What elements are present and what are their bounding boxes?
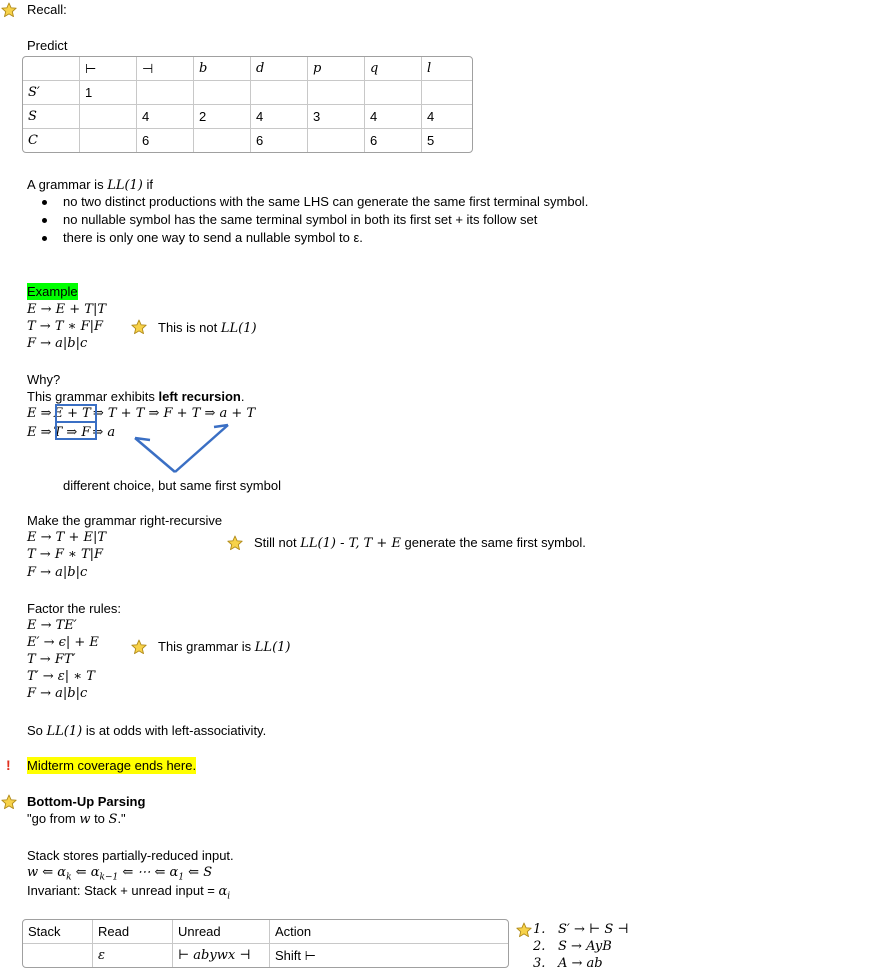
ll1-intro: A grammar is LL(1) if <box>27 177 153 193</box>
star-icon <box>1 2 17 18</box>
odds-line: So LL(1) is at odds with left-associativity. <box>27 723 267 739</box>
list-item: no two distinct productions with the same LHS can generate the same first terminal symbol. <box>27 193 588 211</box>
table-cell <box>422 81 472 105</box>
grammar-line: T → T ∗ F|F <box>27 319 104 334</box>
grammar-line: T → FT′ <box>27 652 76 667</box>
star-icon <box>516 922 532 938</box>
table-header: Stack <box>23 920 93 944</box>
table-cell: q <box>365 57 422 81</box>
table-cell: 1 <box>80 81 137 105</box>
table-cell: C <box>23 129 80 152</box>
star-icon <box>131 639 147 655</box>
why-label: Why? <box>27 372 61 387</box>
star-icon <box>131 319 147 335</box>
table-header: Unread <box>173 920 270 944</box>
table-cell <box>251 81 308 105</box>
table-cell: ⊣ <box>137 57 194 81</box>
bottom-up-heading: Bottom-Up Parsing <box>27 794 146 809</box>
table-cell: Shift ⊢ <box>275 947 316 963</box>
invariant-line: Invariant: Stack + unread input = $\alpha_i$ <box>27 883 231 902</box>
example-label: Example <box>27 284 78 299</box>
table-cell: 3 <box>308 105 365 129</box>
right-recursive-label: Make the grammar right-recursive <box>27 513 223 528</box>
grammar-line: F → a|b|c <box>27 565 88 580</box>
grammar-rule-item: 3. A → ab <box>533 956 603 971</box>
table-cell <box>308 81 365 105</box>
annotation-text: different choice, but same first symbol <box>63 478 281 493</box>
table-row <box>23 920 508 944</box>
recall-heading: Recall: <box>27 2 67 17</box>
star-icon <box>227 535 243 551</box>
parse-trace-table <box>22 919 509 968</box>
ll1-conditions-list <box>27 193 588 247</box>
table-cell: ⊢ <box>80 57 137 81</box>
table-cell <box>23 57 80 81</box>
table-cell: 4 <box>422 105 472 129</box>
exclamation-icon: ! <box>6 757 11 773</box>
list-item: no nullable symbol has the same terminal symbol in both its first set + its follow set <box>27 211 588 229</box>
grammar-line: E → TE′ <box>27 618 77 633</box>
grammar-rule-item: 1. S′ → ⊢ S ⊣ <box>533 922 629 937</box>
stack-line: Stack stores partially-reduced input. <box>27 848 234 863</box>
table-cell <box>194 81 251 105</box>
example-note: This is not LL(1) <box>158 320 257 336</box>
table-cell: 2 <box>194 105 251 129</box>
highlight-box-divider <box>55 421 97 423</box>
right-recursive-note: Still not LL(1) - T, T + E generate the same first symbol. <box>254 535 586 551</box>
derivation-chain: w ⇐ $\alpha_k$ ⇐ $\alpha_{k-1}$ ⇐ ⋯ ⇐ $\alpha_1$ ⇐ S <box>27 865 213 883</box>
table-cell: b <box>194 57 251 81</box>
table-header: Action <box>270 920 508 944</box>
left-recursion-line: This grammar exhibits left recursion. <box>27 389 245 404</box>
table-cell: 4 <box>251 105 308 129</box>
bottom-up-subtitle: "go from w to S." <box>27 811 126 827</box>
table-cell: S <box>23 105 80 129</box>
table-cell: 4 <box>365 105 422 129</box>
grammar-line: T → F ∗ T|F <box>27 547 104 562</box>
predict-table <box>22 56 473 153</box>
table-cell: 6 <box>365 129 422 152</box>
grammar-rule-item: 2. S → AyB <box>533 939 612 954</box>
arrow-annotation <box>120 418 240 478</box>
table-cell: l <box>422 57 472 81</box>
table-cell: 6 <box>137 129 194 152</box>
table-row <box>23 944 508 967</box>
midterm-note: Midterm coverage ends here. <box>27 758 197 773</box>
grammar-line: E′ → ϵ| + E <box>27 635 99 650</box>
table-cell <box>80 129 137 152</box>
derivation-line-2: E ⇒ T ⇒ F ⇒ a <box>27 425 116 440</box>
table-cell <box>194 129 251 152</box>
table-cell <box>137 81 194 105</box>
table-row <box>23 57 472 81</box>
predict-label: Predict <box>27 38 68 53</box>
factor-note: This grammar is LL(1) <box>158 639 291 655</box>
table-cell <box>308 129 365 152</box>
grammar-line: F → a|b|c <box>27 686 88 701</box>
table-cell: ε <box>93 944 173 967</box>
factor-label: Factor the rules: <box>27 601 121 616</box>
table-cell <box>365 81 422 105</box>
table-row <box>23 81 472 105</box>
list-item: there is only one way to send a nullable symbol to ε. <box>27 229 588 247</box>
table-cell: S′ <box>23 81 80 105</box>
table-cell: p <box>308 57 365 81</box>
table-cell: 4 <box>137 105 194 129</box>
table-header: Read <box>93 920 173 944</box>
table-cell: 5 <box>427 133 435 148</box>
grammar-line: E → E + T|T <box>27 302 107 317</box>
star-icon <box>1 794 17 810</box>
table-cell: ⊢ abywx ⊣ <box>173 944 270 967</box>
grammar-line: T′ → ε| ∗ T <box>27 669 95 684</box>
table-row <box>23 105 472 129</box>
derivation-line-1: E ⇒ E + T ⇒ T + T ⇒ F + T ⇒ a + T <box>27 406 256 421</box>
table-cell: 6 <box>251 129 308 152</box>
grammar-line: E → T + E|T <box>27 530 107 545</box>
table-cell <box>80 105 137 129</box>
table-cell: d <box>251 57 308 81</box>
table-row <box>23 129 472 152</box>
table-cell <box>23 944 93 967</box>
grammar-line: F → a|b|c <box>27 336 88 351</box>
